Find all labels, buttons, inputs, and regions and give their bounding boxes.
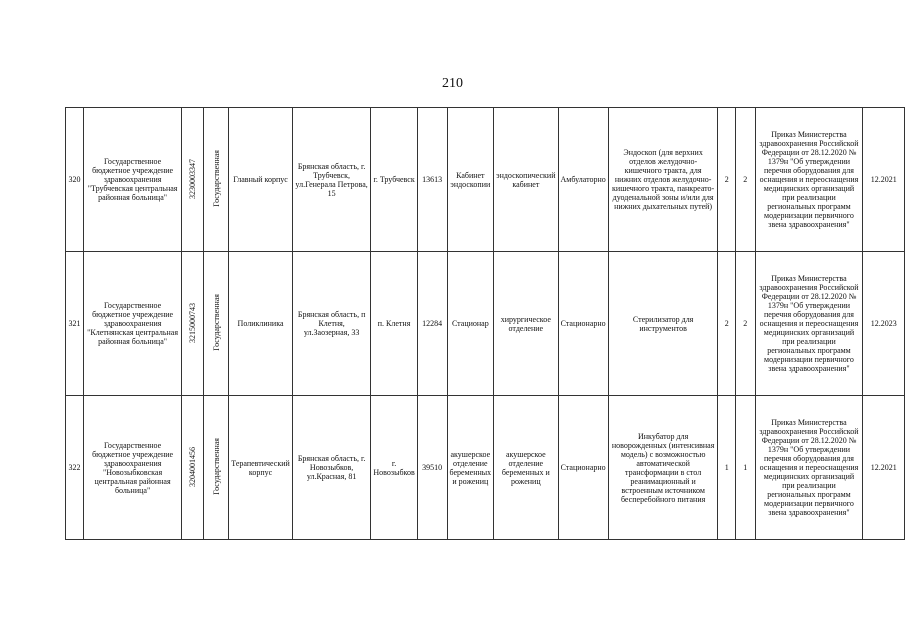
- department-name: хирургическое отделение: [494, 252, 558, 396]
- delivery-date: 12.2023: [863, 252, 905, 396]
- equipment-name: Инкубатор для новорожденных (интенсивная модель) с возможностью автоматической трансформации в стол реанимационный и встроенным источником бесперебойного питания: [608, 396, 718, 540]
- ownership-cell: Государственная: [203, 396, 228, 540]
- code: 13613: [417, 108, 447, 252]
- address: Брянская область, г. Трубчевск, ул.Генерала Петрова, 15: [292, 108, 371, 252]
- care-condition: Амбулаторно: [558, 108, 608, 252]
- organization-name: Государственное бюджетное учреждение здравоохранения "Клетнянская центральная районная больница": [83, 252, 181, 396]
- ownership-cell: Государственная: [203, 108, 228, 252]
- code: 12284: [417, 252, 447, 396]
- legal-basis: Приказ Министерства здравоохранения Российской Федерации от 28.12.2020 № 1379н "Об утверждении перечня оборудования для оснащения и переоснащения медицинских организаций при реализации региональных программ модернизации первичного звена здравоохранения": [755, 252, 863, 396]
- building-name: Поликлиника: [229, 252, 293, 396]
- department-name: эндоскопический кабинет: [494, 108, 558, 252]
- inn-cell: 3204001456: [182, 396, 204, 540]
- quantity-total: 1: [736, 396, 755, 540]
- settlement: г. Трубчевск: [371, 108, 417, 252]
- row-number: 320: [66, 108, 84, 252]
- table-row: [66, 252, 905, 396]
- code: 39510: [417, 396, 447, 540]
- unit-name: акушерское отделение беременных и рожениц: [447, 396, 494, 540]
- legal-basis: Приказ Министерства здравоохранения Российской Федерации от 28.12.2020 № 1379н "Об утверждении перечня оборудования для оснащения и переоснащения медицинских организаций при реализации региональных программ модернизации первичного звена здравоохранения": [755, 108, 863, 252]
- equipment-table: [65, 107, 905, 540]
- ownership-cell: Государственная: [203, 252, 228, 396]
- unit-name: Кабинет эндоскопии: [447, 108, 494, 252]
- quantity-total: 2: [736, 108, 755, 252]
- organization-name: Государственное бюджетное учреждение здравоохранения "Новозыбковская центральная районная больница": [83, 396, 181, 540]
- organization-name: Государственное бюджетное учреждение здравоохранения "Трубчевская центральная районная больница": [83, 108, 181, 252]
- row-number: 322: [66, 396, 84, 540]
- table-row: [66, 108, 905, 252]
- quantity-planned: 2: [718, 108, 736, 252]
- delivery-date: 12.2021: [863, 108, 905, 252]
- building-name: Главный корпус: [229, 108, 293, 252]
- delivery-date: 12.2021: [863, 396, 905, 540]
- inn-cell: 3230003347: [182, 108, 204, 252]
- care-condition: Стационарно: [558, 396, 608, 540]
- building-name: Терапевтический корпус: [229, 396, 293, 540]
- row-number: 321: [66, 252, 84, 396]
- legal-basis: Приказ Министерства здравоохранения Российской Федерации от 28.12.2020 № 1379н "Об утверждении перечня оборудования для оснащения и переоснащения медицинских организаций при реализации региональных программ модернизации первичного звена здравоохранения": [755, 396, 863, 540]
- equipment-name: Стерилизатор для инструментов: [608, 252, 718, 396]
- address: Брянская область, г. Новозыбков, ул.Красная, 81: [292, 396, 371, 540]
- address: Брянская область, п Клетня, ул.Заозерная, 33: [292, 252, 371, 396]
- unit-name: Стационар: [447, 252, 494, 396]
- page-number: 210: [442, 76, 463, 91]
- equipment-name: Эндоскоп (для верхних отделов желудочно-кишечного тракта, для нижних отделов желудочно-кишечного тракта, панкреато-дуоденальной зоны и/или для нижних дыхательных путей): [608, 108, 718, 252]
- settlement: п. Клетня: [371, 252, 417, 396]
- quantity-planned: 1: [718, 396, 736, 540]
- quantity-planned: 2: [718, 252, 736, 396]
- table-row: [66, 396, 905, 540]
- inn-cell: 3215000743: [182, 252, 204, 396]
- care-condition: Стационарно: [558, 252, 608, 396]
- quantity-total: 2: [736, 252, 755, 396]
- department-name: акушерское отделение беременных и рожениц: [494, 396, 558, 540]
- settlement: г. Новозыбков: [371, 396, 417, 540]
